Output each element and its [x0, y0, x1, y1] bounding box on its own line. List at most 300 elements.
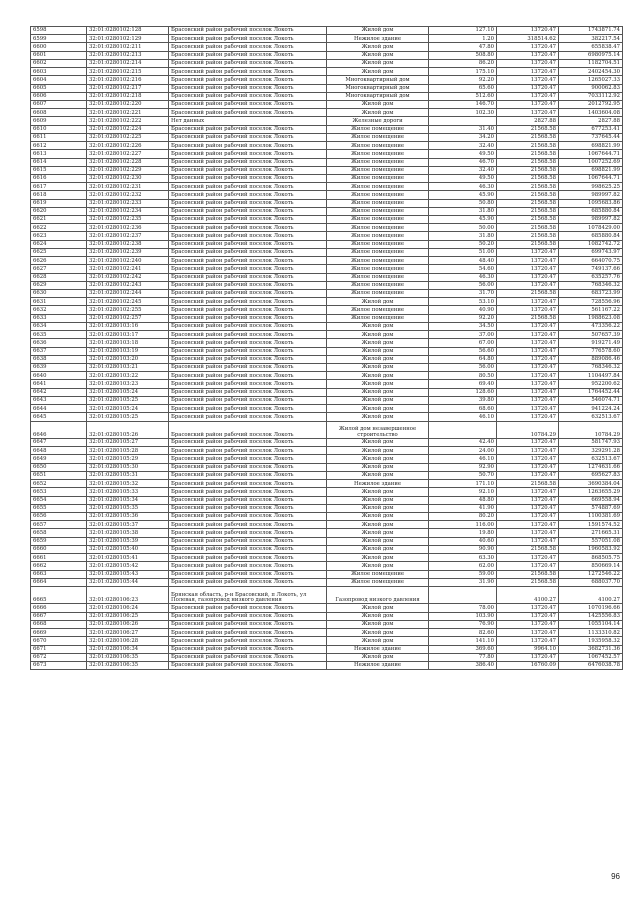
area-cell: [429, 421, 497, 439]
unit-value-cell: 13720.47: [497, 27, 559, 35]
table-body: [31, 27, 623, 670]
cadastral-number-cell: 32:01:0280106:26: [87, 620, 169, 628]
unit-value-cell: 13720.47: [497, 298, 559, 306]
object-type-cell: Жилой дом: [327, 27, 429, 35]
object-type-cell: Жилой дом: [327, 68, 429, 76]
object-type-cell: Жилой дом: [327, 521, 429, 529]
table-row: [31, 314, 623, 322]
cadastral-value-cell: 989997.82: [559, 191, 623, 199]
area-cell: 45.90: [429, 216, 497, 224]
area-cell: 32.40: [429, 166, 497, 174]
row-number-cell: 6639: [31, 363, 87, 371]
cadastral-number-cell: 32:01:0280105:41: [87, 554, 169, 562]
table-row: [31, 306, 623, 314]
address-cell: Брянская область, р-н Брасовский, п Локоть, ул Полевая, газопровод низкого давления: [169, 586, 327, 604]
table-row: [31, 224, 623, 232]
object-type-cell: Жилой дом: [327, 100, 429, 108]
cadastral-value-cell: 2827.88: [559, 117, 623, 125]
object-type-cell: Нежилое здание: [327, 645, 429, 653]
cadastral-value-cell: 698821.99: [559, 166, 623, 174]
address-cell: Брасовский район рабочий поселок Локоть: [169, 35, 327, 43]
area-cell: 80.20: [429, 512, 497, 520]
address-cell: Брасовский район рабочий поселок Локоть: [169, 298, 327, 306]
cadastral-value-cell: 768346.32: [559, 363, 623, 371]
table-row: [31, 27, 623, 35]
address-cell: Брасовский район рабочий поселок Локоть: [169, 68, 327, 76]
table-row: [31, 586, 623, 604]
area-cell: 54.60: [429, 265, 497, 273]
area-cell: 40.60: [429, 537, 497, 545]
cadastral-value-cell: 900062.83: [559, 84, 623, 92]
object-type-cell: Жилой дом: [327, 331, 429, 339]
area-cell: 90.90: [429, 545, 497, 553]
cadastral-number-cell: 32:01:0280102:255: [87, 306, 169, 314]
cadastral-number-cell: 32:01:0280102:239: [87, 248, 169, 256]
address-cell: Брасовский район рабочий поселок Локоть: [169, 529, 327, 537]
cadastral-value-cell: 1070196.66: [559, 604, 623, 612]
object-type-cell: Жилое помещение: [327, 125, 429, 133]
cadastral-value-cell: 919271.49: [559, 339, 623, 347]
row-number-cell: 6620: [31, 207, 87, 215]
area-cell: 146.70: [429, 100, 497, 108]
table-row: [31, 396, 623, 404]
row-number-cell: 6653: [31, 488, 87, 496]
unit-value-cell: 13720.47: [497, 504, 559, 512]
unit-value-cell: 13720.47: [497, 372, 559, 380]
table-row: [31, 421, 623, 439]
cadastral-number-cell: 32:01:0280102:227: [87, 150, 169, 158]
object-type-cell: Нежилое здание: [327, 35, 429, 43]
address-cell: Брасовский район рабочий поселок Локоть: [169, 439, 327, 447]
unit-value-cell: 13720.47: [497, 355, 559, 363]
table-row: [31, 612, 623, 620]
cadastral-number-cell: 32:01:0280102:229: [87, 166, 169, 174]
cadastral-number-cell: 32:01:0280102:211: [87, 43, 169, 51]
table-row: [31, 388, 623, 396]
row-number-cell: 6615: [31, 166, 87, 174]
address-cell: Брасовский район рабочий поселок Локоть: [169, 637, 327, 645]
area-cell: 92.20: [429, 76, 497, 84]
cadastral-value-cell: 2402454.30: [559, 68, 623, 76]
cadastral-value-cell: 941224.24: [559, 405, 623, 413]
row-number-cell: 6631: [31, 298, 87, 306]
address-cell: Брасовский район рабочий поселок Локоть: [169, 562, 327, 570]
table-row: [31, 653, 623, 661]
address-cell: Брасовский район рабочий поселок Локоть: [169, 216, 327, 224]
address-cell: Брасовский район рабочий поселок Локоть: [169, 51, 327, 59]
row-number-cell: 6661: [31, 554, 87, 562]
table-row: [31, 92, 623, 100]
area-cell: 59.00: [429, 570, 497, 578]
cadastral-number-cell: 32:01:0280102:236: [87, 224, 169, 232]
address-cell: Брасовский район рабочий поселок Локоть: [169, 612, 327, 620]
row-number-cell: 6655: [31, 504, 87, 512]
unit-value-cell: 13720.47: [497, 248, 559, 256]
row-number-cell: 6641: [31, 380, 87, 388]
row-number-cell: 6666: [31, 604, 87, 612]
area-cell: [429, 586, 497, 604]
cadastral-number-cell: 32:01:0280102:238: [87, 240, 169, 248]
cadastral-number-cell: 32:01:0280103:22: [87, 372, 169, 380]
unit-value-cell: 13720.47: [497, 306, 559, 314]
object-type-cell: Жилое помещение: [327, 207, 429, 215]
unit-value-cell: 13720.47: [497, 339, 559, 347]
table-row: [31, 554, 623, 562]
object-type-cell: Жилой дом: [327, 604, 429, 612]
cadastral-value-cell: 685880.84: [559, 207, 623, 215]
unit-value-cell: 13720.47: [497, 51, 559, 59]
object-type-cell: Жилой дом: [327, 637, 429, 645]
cadastral-value-cell: 850669.14: [559, 562, 623, 570]
table-row: [31, 191, 623, 199]
unit-value-cell: 13720.47: [497, 554, 559, 562]
cadastral-number-cell: 32:01:0280105:25: [87, 396, 169, 404]
unit-value-cell: 13720.47: [497, 273, 559, 281]
object-type-cell: Многоквартирный дом: [327, 92, 429, 100]
object-type-cell: Жилой дом: [327, 447, 429, 455]
table-row: [31, 521, 623, 529]
row-number-cell: 6668: [31, 620, 87, 628]
unit-value-cell: 16760.09: [497, 661, 559, 669]
cadastral-value-cell: 2012792.95: [559, 100, 623, 108]
area-cell: 50.70: [429, 471, 497, 479]
object-type-cell: Жилой дом: [327, 463, 429, 471]
row-number-cell: 6608: [31, 109, 87, 117]
area-cell: 80.50: [429, 372, 497, 380]
cadastral-number-cell: 32:01:0280102:228: [87, 158, 169, 166]
address-cell: Брасовский район рабочий поселок Локоть: [169, 92, 327, 100]
address-cell: Брасовский район рабочий поселок Локоть: [169, 545, 327, 553]
object-type-cell: Жилой дом: [327, 455, 429, 463]
cadastral-number-cell: 32:01:0280106:23: [87, 586, 169, 604]
cadastral-value-cell: 669558.94: [559, 496, 623, 504]
cadastral-value-cell: 952200.62: [559, 380, 623, 388]
cadastral-value-cell: 1007252.69: [559, 158, 623, 166]
area-cell: 141.10: [429, 637, 497, 645]
cadastral-value-cell: 688037.70: [559, 578, 623, 586]
object-type-cell: Жилое помещение: [327, 257, 429, 265]
area-cell: 37.00: [429, 331, 497, 339]
table-row: [31, 174, 623, 182]
unit-value-cell: 13720.47: [497, 604, 559, 612]
row-number-cell: 6642: [31, 388, 87, 396]
unit-value-cell: 21568.58: [497, 133, 559, 141]
area-cell: 31.90: [429, 578, 497, 586]
unit-value-cell: 13720.47: [497, 84, 559, 92]
cadastral-value-cell: 557051.08: [559, 537, 623, 545]
area-cell: 103.90: [429, 612, 497, 620]
unit-value-cell: 21568.58: [497, 314, 559, 322]
cadastral-value-cell: 664070.75: [559, 257, 623, 265]
cadastral-value-cell: 1764452.44: [559, 388, 623, 396]
table-row: [31, 405, 623, 413]
object-type-cell: Нежилое здание: [327, 480, 429, 488]
table-row: [31, 76, 623, 84]
unit-value-cell: 21568.58: [497, 290, 559, 298]
row-number-cell: 6613: [31, 150, 87, 158]
table-row: [31, 207, 623, 215]
address-cell: Брасовский район рабочий поселок Локоть: [169, 27, 327, 35]
cadastral-number-cell: 32:01:0280102:221: [87, 109, 169, 117]
table-row: [31, 447, 623, 455]
cadastral-number-cell: 32:01:0280105:42: [87, 562, 169, 570]
object-type-cell: Жилое помещение: [327, 183, 429, 191]
table-row: [31, 620, 623, 628]
cadastral-number-cell: 32:01:0280105:31: [87, 471, 169, 479]
address-cell: Брасовский район рабочий поселок Локоть: [169, 133, 327, 141]
cadastral-value-cell: 998625.25: [559, 183, 623, 191]
address-cell: Брасовский район рабочий поселок Локоть: [169, 76, 327, 84]
cadastral-number-cell: 32:01:0280102:244: [87, 290, 169, 298]
object-type-cell: Жилой дом: [327, 512, 429, 520]
row-number-cell: 6610: [31, 125, 87, 133]
area-cell: 49.50: [429, 150, 497, 158]
cadastral-value-cell: 1104497.84: [559, 372, 623, 380]
object-type-cell: Жилой дом: [327, 545, 429, 553]
cadastral-value-cell: 768346.32: [559, 281, 623, 289]
row-number-cell: 6663: [31, 570, 87, 578]
table-row: [31, 439, 623, 447]
unit-value-cell: 13720.47: [497, 447, 559, 455]
object-type-cell: Жилой дом: [327, 471, 429, 479]
row-number-cell: 6649: [31, 455, 87, 463]
area-cell: 82.60: [429, 629, 497, 637]
cadastral-value-cell: 868505.75: [559, 554, 623, 562]
cadastral-number-cell: 32:01:0280102:232: [87, 191, 169, 199]
row-number-cell: 6634: [31, 322, 87, 330]
cadastral-value-cell: 1100381.69: [559, 512, 623, 520]
cadastral-number-cell: 32:01:0280102:224: [87, 125, 169, 133]
table-row: [31, 562, 623, 570]
row-number-cell: 6617: [31, 183, 87, 191]
row-number-cell: 6607: [31, 100, 87, 108]
cadastral-number-cell: 32:01:0280103:20: [87, 355, 169, 363]
row-number-cell: 6673: [31, 661, 87, 669]
unit-value-cell: 13720.47: [497, 388, 559, 396]
row-number-cell: 6624: [31, 240, 87, 248]
cadastral-number-cell: 32:01:0280103:23: [87, 380, 169, 388]
cadastral-value-cell: 382217.54: [559, 35, 623, 43]
table-row: [31, 281, 623, 289]
address-cell: Брасовский район рабочий поселок Локоть: [169, 405, 327, 413]
cadastral-number-cell: 32:01:0280102:217: [87, 84, 169, 92]
object-type-cell: Жилое помещение: [327, 224, 429, 232]
cadastral-number-cell: 32:01:0280106:25: [87, 612, 169, 620]
address-cell: Брасовский район рабочий поселок Локоть: [169, 388, 327, 396]
cadastral-number-cell: 32:01:0280105:29: [87, 455, 169, 463]
area-cell: 86.20: [429, 59, 497, 67]
table-row: [31, 355, 623, 363]
unit-value-cell: 13720.47: [497, 265, 559, 273]
object-type-cell: Жилой дом: [327, 653, 429, 661]
object-type-cell: Многоквартирный дом: [327, 84, 429, 92]
row-number-cell: 6647: [31, 439, 87, 447]
area-cell: 512.60: [429, 92, 497, 100]
area-cell: 92.20: [429, 314, 497, 322]
cadastral-number-cell: 32:01:0280102:129: [87, 35, 169, 43]
row-number-cell: 6614: [31, 158, 87, 166]
unit-value-cell: 13720.47: [497, 380, 559, 388]
object-type-cell: Газопровод низкого давления: [327, 586, 429, 604]
object-type-cell: Жилой дом: [327, 380, 429, 388]
cadastral-number-cell: 32:01:0280105:27: [87, 439, 169, 447]
cadastral-value-cell: 3690384.04: [559, 480, 623, 488]
address-cell: Брасовский район рабочий поселок Локоть: [169, 372, 327, 380]
address-cell: Брасовский район рабочий поселок Локоть: [169, 100, 327, 108]
object-type-cell: Жилой дом: [327, 405, 429, 413]
area-cell: 31.80: [429, 232, 497, 240]
area-cell: 116.00: [429, 521, 497, 529]
area-cell: 46.30: [429, 183, 497, 191]
unit-value-cell: 318514.62: [497, 35, 559, 43]
table-row: [31, 199, 623, 207]
cadastral-value-cell: 677253.41: [559, 125, 623, 133]
address-cell: Брасовский район рабочий поселок Локоть: [169, 620, 327, 628]
area-cell: 39.80: [429, 396, 497, 404]
table-row: [31, 216, 623, 224]
area-cell: 1.20: [429, 35, 497, 43]
row-number-cell: 6626: [31, 257, 87, 265]
unit-value-cell: 21568.58: [497, 216, 559, 224]
object-type-cell: Жилой дом: [327, 347, 429, 355]
address-cell: Брасовский район рабочий поселок Локоть: [169, 183, 327, 191]
area-cell: 92.10: [429, 488, 497, 496]
object-type-cell: Жилой дом: [327, 59, 429, 67]
row-number-cell: 6602: [31, 59, 87, 67]
object-type-cell: Жилое помещение: [327, 232, 429, 240]
table-row: [31, 496, 623, 504]
unit-value-cell: 13720.47: [497, 100, 559, 108]
unit-value-cell: 13720.47: [497, 76, 559, 84]
unit-value-cell: 13720.47: [497, 653, 559, 661]
cadastral-value-cell: 7033112.92: [559, 92, 623, 100]
cadastral-number-cell: 32:01:0280105:38: [87, 529, 169, 537]
area-cell: 34.20: [429, 133, 497, 141]
table-row: [31, 380, 623, 388]
object-type-cell: Жилой дом: [327, 339, 429, 347]
object-type-cell: Жилое помещение: [327, 174, 429, 182]
table-row: [31, 43, 623, 51]
area-cell: 31.40: [429, 125, 497, 133]
object-type-cell: Жилой дом: [327, 109, 429, 117]
row-number-cell: 6672: [31, 653, 87, 661]
row-number-cell: 6628: [31, 273, 87, 281]
cadastral-value-cell: 1274631.66: [559, 463, 623, 471]
area-cell: 175.10: [429, 68, 497, 76]
address-cell: Брасовский район рабочий поселок Локоть: [169, 174, 327, 182]
cadastral-number-cell: 32:01:0280102:233: [87, 199, 169, 207]
address-cell: Брасовский район рабочий поселок Локоть: [169, 604, 327, 612]
cadastral-number-cell: 32:01:0280103:17: [87, 331, 169, 339]
unit-value-cell: 13720.47: [497, 331, 559, 339]
cadastral-value-cell: 546074.71: [559, 396, 623, 404]
area-cell: 386.40: [429, 661, 497, 669]
cadastral-number-cell: 32:01:0280106:34: [87, 645, 169, 653]
cadastral-number-cell: 32:01:0280106:35: [87, 661, 169, 669]
row-number-cell: 6660: [31, 545, 87, 553]
object-type-cell: Жилой дом: [327, 43, 429, 51]
cadastral-value-cell: 1988623.08: [559, 314, 623, 322]
row-number-cell: 6598: [31, 27, 87, 35]
unit-value-cell: 13720.47: [497, 405, 559, 413]
address-cell: Брасовский район рабочий поселок Локоть: [169, 59, 327, 67]
unit-value-cell: 13720.47: [497, 512, 559, 520]
address-cell: Брасовский район рабочий поселок Локоть: [169, 447, 327, 455]
area-cell: 369.60: [429, 645, 497, 653]
cadastral-number-cell: 32:01:0280102:128: [87, 27, 169, 35]
address-cell: Брасовский район рабочий поселок Локоть: [169, 455, 327, 463]
area-cell: 49.50: [429, 174, 497, 182]
unit-value-cell: 21568.58: [497, 570, 559, 578]
cadastral-value-cell: 1425556.83: [559, 612, 623, 620]
cadastral-number-cell: 32:01:0280105:37: [87, 521, 169, 529]
cadastral-value-cell: 749137.66: [559, 265, 623, 273]
cadastral-number-cell: 32:01:0280105:35: [87, 504, 169, 512]
unit-value-cell: 21568.58: [497, 125, 559, 133]
area-cell: 40.90: [429, 306, 497, 314]
cadastral-value-cell: 989997.82: [559, 216, 623, 224]
row-number-cell: 6612: [31, 142, 87, 150]
object-type-cell: Жилой дом: [327, 496, 429, 504]
cadastral-number-cell: 32:01:0280105:32: [87, 480, 169, 488]
address-cell: Брасовский район рабочий поселок Локоть: [169, 232, 327, 240]
cadastral-number-cell: 32:01:0280105:24: [87, 388, 169, 396]
row-number-cell: 6638: [31, 355, 87, 363]
object-type-cell: Жилое помещение: [327, 133, 429, 141]
address-cell: Брасовский район рабочий поселок Локоть: [169, 273, 327, 281]
address-cell: Брасовский район рабочий поселок Локоть: [169, 248, 327, 256]
address-cell: Брасовский район рабочий поселок Локоть: [169, 158, 327, 166]
cadastral-value-cell: 1133310.82: [559, 629, 623, 637]
address-cell: Брасовский район рабочий поселок Локоть: [169, 191, 327, 199]
cadastral-number-cell: 32:01:0280102:230: [87, 174, 169, 182]
object-type-cell: Жилой дом: [327, 322, 429, 330]
table-row: [31, 257, 623, 265]
unit-value-cell: 13720.47: [497, 347, 559, 355]
table-row: [31, 117, 623, 125]
cadastral-value-cell: 1263655.29: [559, 488, 623, 496]
address-cell: Брасовский район рабочий поселок Локоть: [169, 43, 327, 51]
area-cell: 32.40: [429, 142, 497, 150]
table-row: [31, 372, 623, 380]
area-cell: 92.90: [429, 463, 497, 471]
table-row: [31, 363, 623, 371]
object-type-cell: Жилой дом: [327, 620, 429, 628]
row-number-cell: 6635: [31, 331, 87, 339]
cadastral-value-cell: 3682731.36: [559, 645, 623, 653]
row-number-cell: 6654: [31, 496, 87, 504]
cadastral-value-cell: 699743.97: [559, 248, 623, 256]
cadastral-number-cell: 32:01:0280102:215: [87, 68, 169, 76]
row-number-cell: 6611: [31, 133, 87, 141]
area-cell: 46.70: [429, 158, 497, 166]
unit-value-cell: 13720.47: [497, 439, 559, 447]
unit-value-cell: 13720.47: [497, 68, 559, 76]
cadastral-number-cell: 32:01:0280105:24: [87, 405, 169, 413]
area-cell: 46.10: [429, 455, 497, 463]
row-number-cell: 6643: [31, 396, 87, 404]
cadastral-number-cell: 32:01:0280102:218: [87, 92, 169, 100]
object-type-cell: Жилой дом: [327, 51, 429, 59]
row-number-cell: 6658: [31, 529, 87, 537]
row-number-cell: 6621: [31, 216, 87, 224]
row-number-cell: 6652: [31, 480, 87, 488]
area-cell: [429, 117, 497, 125]
row-number-cell: 6633: [31, 314, 87, 322]
cadastral-number-cell: 32:01:0280106:28: [87, 637, 169, 645]
area-cell: 56.00: [429, 363, 497, 371]
unit-value-cell: 13720.47: [497, 59, 559, 67]
